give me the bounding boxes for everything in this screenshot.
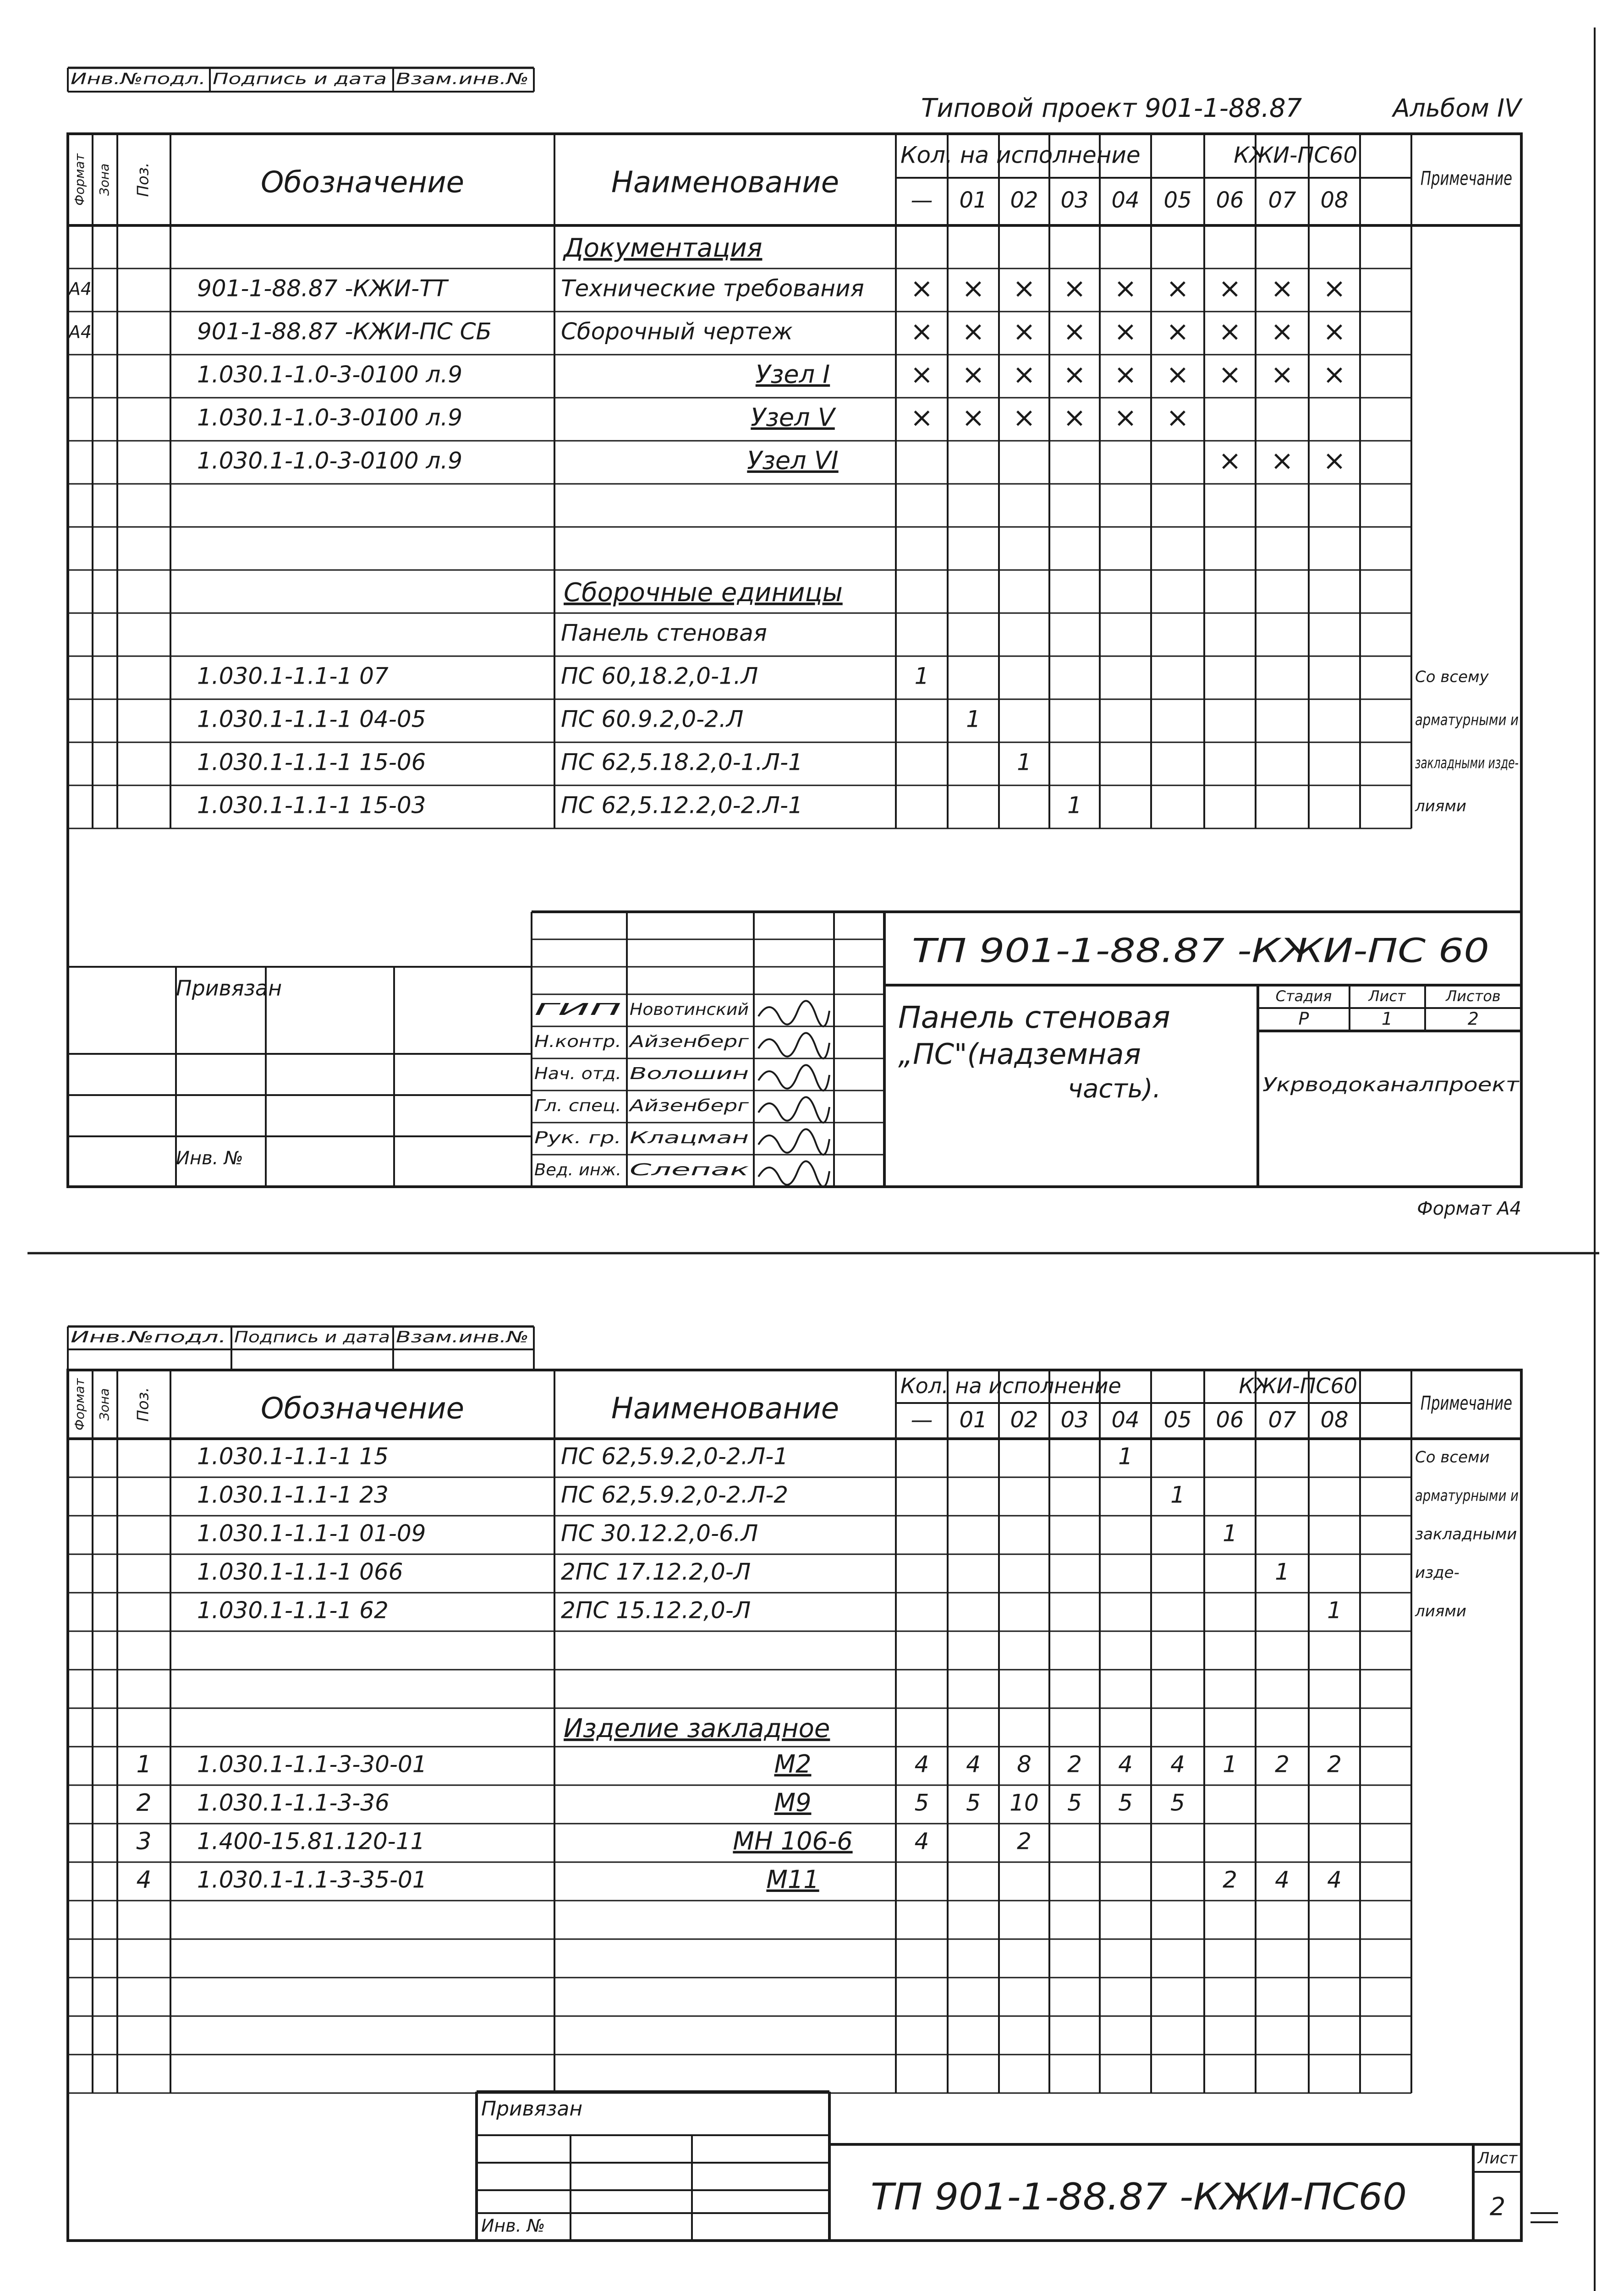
cell-format: А4 — [68, 279, 92, 299]
cell-note: лиями — [1415, 797, 1467, 816]
cell-pos: 3 — [136, 1828, 152, 1855]
qty-value: 5 — [914, 1789, 929, 1816]
qty-value: 5 — [1118, 1789, 1133, 1816]
tb-sheet: 1 — [1381, 1008, 1393, 1029]
cell-name: Технические требования — [561, 275, 864, 302]
cell-designation: 901-1-88.87 -КЖИ-ТТ — [197, 275, 448, 302]
cell-designation: 1.030.1-1.0-3-0100 л.9 — [197, 447, 463, 474]
col-qty-label: Кол. на исполнение — [900, 1373, 1121, 1398]
cell-designation: 1.030.1-1.1-3-36 — [197, 1789, 390, 1816]
qty-cross-mark: × — [1166, 272, 1190, 305]
cell-designation: 1.030.1-1.1-1 15-03 — [197, 792, 426, 819]
tb-sheets: 2 — [1467, 1008, 1479, 1029]
section-heading: Сборочные единицы — [564, 578, 843, 608]
col-variant-3: 03 — [1060, 1407, 1089, 1433]
tb-attached-label: Привязан — [176, 976, 282, 1001]
cell-designation: 1.030.1-1.1-1 15 — [197, 1443, 389, 1470]
tb-person: Новотинский — [630, 1000, 749, 1019]
col-note-label: Примечание — [1421, 1392, 1512, 1414]
qty-cross-mark: × — [1166, 401, 1190, 434]
tb-person: Айзенберг — [628, 1096, 750, 1115]
qty-value: 1 — [1067, 792, 1082, 819]
qty-cross-mark: × — [1270, 315, 1294, 348]
cell-designation: 1.030.1-1.1-3-30-01 — [197, 1751, 427, 1778]
tb-stage: Р — [1298, 1008, 1309, 1029]
cell-note: закладными изде- — [1415, 754, 1519, 773]
signature-icon — [758, 1001, 829, 1026]
tb-doc-code: ТП 901-1-88.87 -КЖИ-ПС 60 — [912, 931, 1489, 970]
qty-value: 2 — [1067, 1751, 1082, 1778]
tb-person: Клацман — [630, 1129, 749, 1147]
qty-value: 2 — [1327, 1751, 1342, 1778]
cell-designation: 1.030.1-1.1-1 01-09 — [197, 1520, 426, 1547]
col-qty-label: Кол. на исполнение — [900, 142, 1141, 169]
cell-designation: 1.030.1-1.1-3-35-01 — [197, 1866, 427, 1893]
qty-value: 4 — [914, 1828, 929, 1855]
col-variant-8: 08 — [1320, 187, 1349, 213]
tb-title-line1: Панель стеновая — [898, 1000, 1170, 1036]
qty-cross-mark: × — [910, 358, 933, 391]
qty-cross-mark: × — [1012, 358, 1036, 391]
cell-designation: 1.030.1-1.1-1 62 — [197, 1597, 389, 1624]
tb-sheets-label: Листов — [1446, 987, 1501, 1005]
cell-name: ПС 62,5.18.2,0-1.Л-1 — [561, 749, 803, 776]
col-variant-1: 01 — [959, 187, 988, 213]
col-variant-0: — — [911, 1407, 933, 1433]
col-variant-4: 04 — [1111, 1407, 1140, 1433]
tb-org: Укрводоканалпроект — [1262, 1073, 1520, 1096]
col-note-label: Примечание — [1421, 167, 1512, 190]
qty-cross-mark: × — [1322, 315, 1346, 348]
cell-name: Сборочный чертеж — [561, 318, 793, 345]
cell-name: ПС 30.12.2,0-6.Л — [561, 1520, 758, 1547]
section-heading: Изделие закладное — [564, 1714, 830, 1744]
col-variant-0: — — [911, 187, 933, 213]
qty-cross-mark: × — [961, 401, 985, 434]
signature-icon — [758, 1161, 829, 1187]
cell-note: арматурными и — [1415, 711, 1519, 729]
signature-icon — [758, 1065, 829, 1091]
cell-pos: 4 — [136, 1866, 152, 1894]
qty-cross-mark: × — [1114, 358, 1137, 391]
stamp-repl-label: Взам.инв.№ — [396, 1328, 529, 1347]
cell-note: лиями — [1415, 1602, 1467, 1621]
stamp-sign-label: Подпись и дата — [234, 1328, 390, 1347]
tb-title-line3: часть). — [1068, 1074, 1161, 1104]
cell-name: М9 — [774, 1788, 812, 1817]
stamp-inv-label: Инв.№подл. — [71, 1328, 226, 1347]
col-variant-4: 04 — [1111, 187, 1140, 213]
qty-value: 8 — [1017, 1751, 1031, 1778]
section-heading: Документация — [564, 233, 763, 263]
cell-name: Узел I — [755, 360, 830, 389]
col-variant-6: 06 — [1216, 1407, 1244, 1433]
col-name-label: Наименование — [611, 1392, 839, 1426]
qty-value: 4 — [914, 1751, 929, 1778]
qty-value: 1 — [1223, 1520, 1237, 1547]
col-format-label: Формат — [72, 1378, 87, 1431]
tb-stage-label: Стадия — [1275, 987, 1332, 1005]
col-variant-7: 07 — [1268, 1407, 1296, 1433]
stamp-sign-label: Подпись и дата — [213, 70, 387, 88]
qty-value: 2 — [1223, 1866, 1237, 1893]
qty-value: 1 — [966, 706, 981, 733]
qty-cross-mark: × — [1063, 401, 1086, 434]
qty-cross-mark: × — [1063, 272, 1086, 305]
tb-person: Волошин — [630, 1064, 749, 1083]
cell-pos: 1 — [136, 1751, 152, 1778]
col-variant-5: 05 — [1163, 1407, 1192, 1433]
qty-value: 1 — [1223, 1751, 1237, 1778]
tb-doc-code: ТП 901-1-88.87 -КЖИ-ПС60 — [871, 2175, 1407, 2218]
tb-role: Гл. спец. — [534, 1096, 621, 1115]
cell-note: арматурными и — [1415, 1486, 1519, 1505]
qty-value: 1 — [1118, 1443, 1133, 1470]
cell-name: Панель стеновая — [561, 619, 767, 647]
qty-value: 1 — [914, 663, 929, 690]
cell-note: Со всеми — [1415, 1448, 1490, 1467]
qty-cross-mark: × — [1012, 315, 1036, 348]
cell-name: ПС 60,18.2,0-1.Л — [561, 663, 758, 690]
qty-cross-mark: × — [1114, 401, 1137, 434]
signature-icon — [758, 1129, 829, 1155]
qty-cross-mark: × — [1270, 358, 1294, 391]
tb-role: ГИП — [534, 1000, 621, 1019]
cell-designation: 1.030.1-1.1-1 07 — [197, 663, 389, 690]
col-designation-label: Обозначение — [260, 1392, 465, 1426]
qty-value: 4 — [1170, 1751, 1185, 1778]
qty-cross-mark: × — [1270, 272, 1294, 305]
cell-name: ПС 62,5.12.2,0-2.Л-1 — [561, 792, 803, 819]
cell-name: ПС 60.9.2,0-2.Л — [561, 706, 744, 733]
cell-name: ПС 62,5.9.2,0-2.Л-1 — [561, 1443, 789, 1470]
qty-cross-mark: × — [1322, 444, 1346, 477]
tb-person: Слепак — [630, 1161, 749, 1179]
col-variant-5: 05 — [1163, 187, 1192, 213]
cell-note: Со всему — [1415, 668, 1489, 686]
tb-sheet-label: Лист — [1368, 987, 1406, 1005]
qty-cross-mark: × — [1322, 358, 1346, 391]
qty-cross-mark: × — [1270, 444, 1294, 477]
col-variant-2: 02 — [1010, 1407, 1038, 1433]
tb-sheet: 2 — [1489, 2192, 1506, 2221]
cell-designation: 1.400-15.81.120-11 — [197, 1828, 425, 1855]
tb-role: Нач. отд. — [534, 1064, 621, 1083]
qty-cross-mark: × — [1322, 272, 1346, 305]
tb-attached-label: Привязан — [481, 2097, 583, 2121]
cell-name: М11 — [766, 1865, 819, 1894]
cell-name: М2 — [774, 1749, 812, 1779]
qty-value: 5 — [966, 1789, 981, 1816]
cell-name: 2ПС 15.12.2,0-Л — [561, 1597, 751, 1624]
tb-person: Айзенберг — [628, 1032, 750, 1051]
cell-note: изде- — [1415, 1563, 1459, 1582]
qty-cross-mark: × — [910, 315, 933, 348]
album-label: Альбом IV — [1393, 93, 1521, 123]
signature-icon — [758, 1033, 829, 1058]
qty-cross-mark: × — [1218, 444, 1242, 477]
qty-cross-mark: × — [961, 358, 985, 391]
col-code-label: КЖИ-ПС60 — [1234, 143, 1357, 168]
cell-format: А4 — [68, 322, 92, 342]
tb-inv-label: Инв. № — [176, 1148, 243, 1169]
cell-designation: 1.030.1-1.1-1 066 — [197, 1558, 403, 1585]
qty-value: 4 — [1327, 1866, 1342, 1893]
col-variant-3: 03 — [1060, 187, 1089, 213]
qty-value: 5 — [1067, 1789, 1082, 1816]
qty-cross-mark: × — [1012, 401, 1036, 434]
qty-cross-mark: × — [1218, 272, 1242, 305]
cell-designation: 1.030.1-1.1-1 15-06 — [197, 749, 426, 776]
qty-value: 1 — [1275, 1558, 1289, 1585]
cell-name: Узел V — [751, 403, 835, 432]
qty-cross-mark: × — [1063, 358, 1086, 391]
cell-note: закладными — [1415, 1525, 1517, 1544]
stamp-repl-label: Взам.инв.№ — [396, 70, 529, 88]
qty-value: 4 — [966, 1751, 981, 1778]
col-zone-label: Зона — [97, 1388, 112, 1421]
tb-role: Рук. гр. — [534, 1129, 621, 1147]
col-variant-2: 02 — [1010, 187, 1038, 213]
col-name-label: Наименование — [611, 165, 839, 200]
tb-role: Н.контр. — [534, 1032, 621, 1051]
col-zone-label: Зона — [97, 163, 112, 196]
qty-cross-mark: × — [1166, 358, 1190, 391]
qty-value: 1 — [1170, 1481, 1185, 1508]
qty-cross-mark: × — [1166, 315, 1190, 348]
cell-designation: 1.030.1-1.0-3-0100 л.9 — [197, 361, 463, 388]
col-pos-label: Поз. — [134, 162, 153, 197]
cell-name: 2ПС 17.12.2,0-Л — [561, 1558, 751, 1585]
tb-sheet-label: Лист — [1477, 2149, 1518, 2168]
qty-cross-mark: × — [1114, 315, 1137, 348]
cell-designation: 1.030.1-1.1-1 23 — [197, 1481, 389, 1508]
qty-cross-mark: × — [910, 401, 933, 434]
qty-value: 5 — [1170, 1789, 1185, 1816]
qty-cross-mark: × — [961, 315, 985, 348]
qty-cross-mark: × — [1218, 358, 1242, 391]
signature-icon — [758, 1097, 829, 1123]
qty-value: 2 — [1275, 1751, 1289, 1778]
qty-value: 2 — [1017, 1828, 1031, 1855]
tb-inv-label: Инв. № — [481, 2215, 545, 2236]
cell-name: МН 106-6 — [733, 1826, 853, 1856]
cell-designation: 901-1-88.87 -КЖИ-ПС СБ — [197, 318, 492, 345]
col-variant-6: 06 — [1216, 187, 1244, 213]
cell-name: ПС 62,5.9.2,0-2.Л-2 — [561, 1481, 789, 1508]
col-designation-label: Обозначение — [260, 165, 465, 200]
col-pos-label: Поз. — [134, 1387, 153, 1422]
qty-value: 4 — [1275, 1866, 1289, 1893]
qty-value: 10 — [1010, 1789, 1039, 1816]
qty-value: 1 — [1327, 1597, 1342, 1624]
qty-cross-mark: × — [1114, 272, 1137, 305]
stamp-inv-label: Инв.№подл. — [71, 70, 206, 88]
qty-cross-mark: × — [1218, 315, 1242, 348]
qty-cross-mark: × — [1063, 315, 1086, 348]
col-format-label: Формат — [72, 153, 87, 206]
format-note: Формат А4 — [1417, 1198, 1521, 1219]
cell-name: Узел VI — [747, 446, 839, 475]
qty-value: 1 — [1017, 749, 1031, 776]
qty-value: 4 — [1118, 1751, 1133, 1778]
col-variant-8: 08 — [1320, 1407, 1349, 1433]
col-variant-7: 07 — [1268, 187, 1296, 213]
cell-designation: 1.030.1-1.1-1 04-05 — [197, 706, 426, 733]
cell-designation: 1.030.1-1.0-3-0100 л.9 — [197, 404, 463, 431]
tb-role: Вед. инж. — [534, 1161, 621, 1179]
cell-pos: 2 — [136, 1789, 152, 1817]
tb-title-line2: „ПС"(надземная — [898, 1037, 1141, 1071]
project-title: Типовой проект 901-1-88.87 — [921, 93, 1302, 124]
qty-cross-mark: × — [961, 272, 985, 305]
col-code-label: КЖИ-ПС60 — [1239, 1373, 1357, 1398]
qty-cross-mark: × — [1012, 272, 1036, 305]
qty-cross-mark: × — [910, 272, 933, 305]
col-variant-1: 01 — [959, 1407, 988, 1433]
